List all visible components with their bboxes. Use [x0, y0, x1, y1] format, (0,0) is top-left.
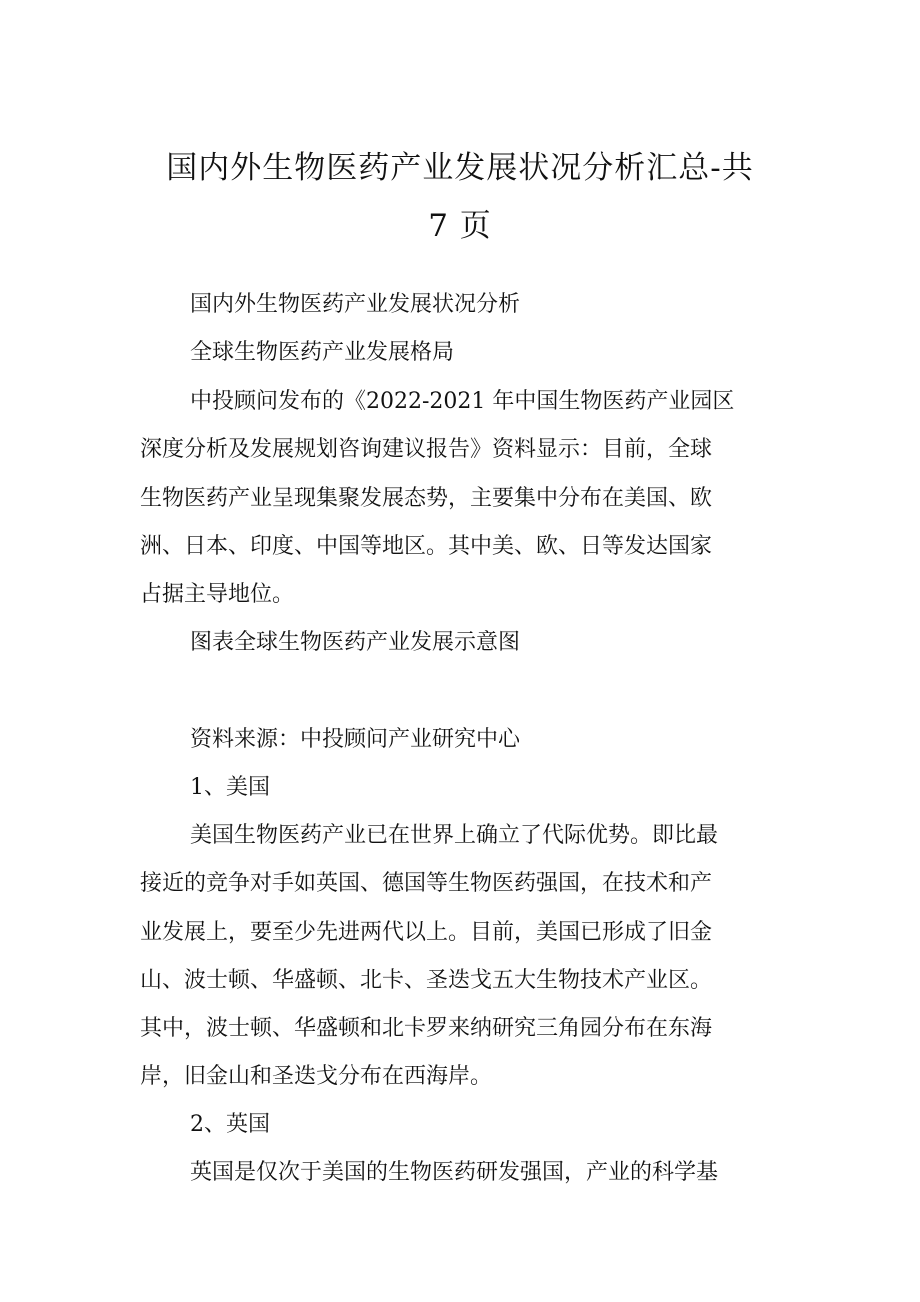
source-note: 资料来源：中投顾问产业研究中心: [190, 727, 521, 752]
section-heading-uk: 2、英国: [190, 1112, 270, 1137]
section-subheading: 全球生物医药产业发展格局: [190, 340, 455, 365]
paragraph-line: 美国生物医药产业已在世界上确立了代际优势。即比最: [190, 823, 719, 848]
paragraph-line: 英国是仅次于美国的生物医药研发强国，产业的科学基: [190, 1160, 719, 1185]
section-heading-usa: 1、美国: [190, 775, 270, 800]
paragraph-line: 业发展上，要至少先进两代以上。目前，美国已形成了旧金: [140, 920, 713, 945]
figure-caption: 图表全球生物医药产业发展示意图: [190, 630, 521, 655]
paragraph-line: 山、波士顿、华盛顿、北卡、圣迭戈五大生物技术产业区。: [140, 968, 713, 993]
section-heading: 国内外生物医药产业发展状况分析: [190, 292, 521, 317]
paragraph-line: 中投顾问发布的《2022-2021 年中国生物医药产业园区: [190, 389, 735, 414]
paragraph-line: 洲、日本、印度、中国等地区。其中美、欧、日等发达国家: [140, 534, 713, 559]
document-title-line-1: 国内外生物医药产业发展状况分析汇总-共: [166, 150, 754, 186]
document-title-line-2: 7 页: [428, 208, 492, 244]
paragraph-line: 岸，旧金山和圣迭戈分布在西海岸。: [140, 1064, 493, 1089]
paragraph-line: 深度分析及发展规划咨询建议报告》资料显示：目前，全球: [140, 437, 713, 462]
paragraph-line: 生物医药产业呈现集聚发展态势，主要集中分布在美国、欧: [140, 486, 713, 511]
paragraph-line: 其中，波士顿、华盛顿和北卡罗来纳研究三角园分布在东海: [140, 1016, 713, 1041]
paragraph-line: 占据主导地位。: [140, 582, 295, 607]
paragraph-line: 接近的竞争对手如英国、德国等生物医药强国，在技术和产: [140, 871, 713, 896]
